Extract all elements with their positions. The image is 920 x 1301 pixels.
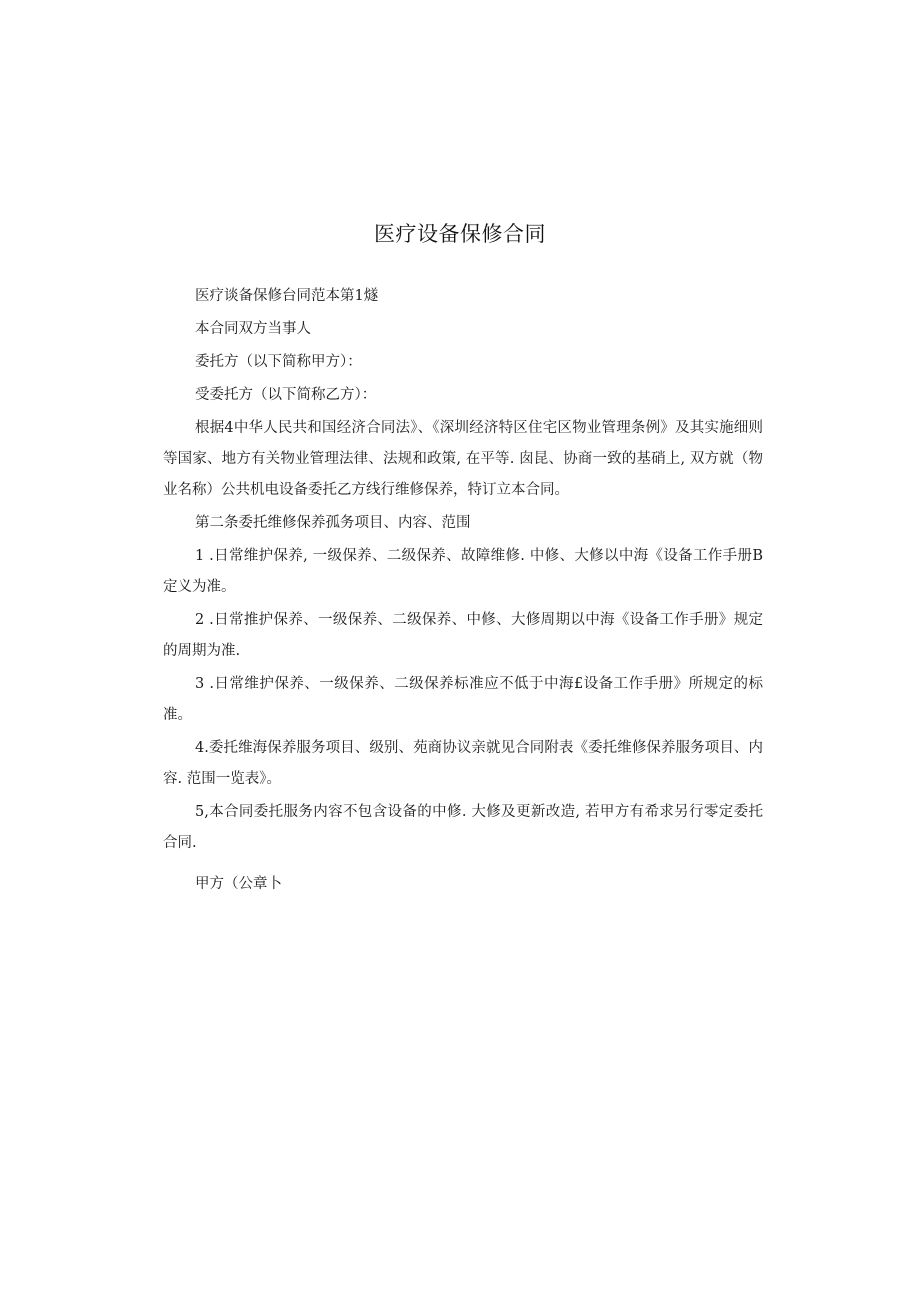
paragraph-party-b: 受委托方（以下简称乙方）： bbox=[195, 387, 377, 403]
document-body bbox=[163, 281, 763, 902]
paragraph-parties: 本合同双方当事人 bbox=[195, 321, 311, 337]
paragraph-party-a: 委托方（以下简称甲方）： bbox=[195, 354, 362, 370]
paragraph-basis: 根据4中华人民共和国经济合同法》、《深圳经济特区住宅区物业管理条例》及其实施细则等国家、地方有关物业管理法律、法规和政策, 在平等. 囱昆、协商一致的基硝上, 双方就（物业名称）公共机电设备委托乙方线行维修保养，特订立本合同。 bbox=[163, 420, 763, 498]
paragraph-item-2: 2 .日常推护保养、一级保养、二级保养、中修、大修周期以中海《设备工作手册》规定的周期为准. bbox=[163, 612, 763, 659]
paragraph-item-5: 5,本合同委托服务内容不包含设备的中修. 大修及更新改造, 若甲方有希求另行零定委托合同. bbox=[163, 804, 763, 851]
paragraph-item-4: 4.委托维海保养服务项目、级别、苑商协议亲就见合同附表《委托维修保养服务项目、内容. 范围一览表》。 bbox=[163, 740, 763, 787]
document-title: 医疗设备保修合同 bbox=[374, 222, 546, 246]
paragraph-item-1: 1 .日常维护保养, 一级保养、二级保养、故障维修. 中修、大修以中海《设备工作手册B定义为准。 bbox=[163, 548, 763, 595]
paragraph-subtitle: 医疗谈备保修台同范本第1燧 bbox=[195, 288, 379, 304]
signature-party-a: 甲方（公章卜 bbox=[195, 876, 282, 892]
paragraph-article-2: 第二条委托维修保养孤务项目、内容、范围 bbox=[195, 515, 471, 531]
spacer bbox=[163, 861, 763, 869]
paragraph-item-3: 3 .日常维护保养、一级保养、二级保养标准应不低于中海£设备工作手册》所规定的标准。 bbox=[163, 676, 763, 723]
